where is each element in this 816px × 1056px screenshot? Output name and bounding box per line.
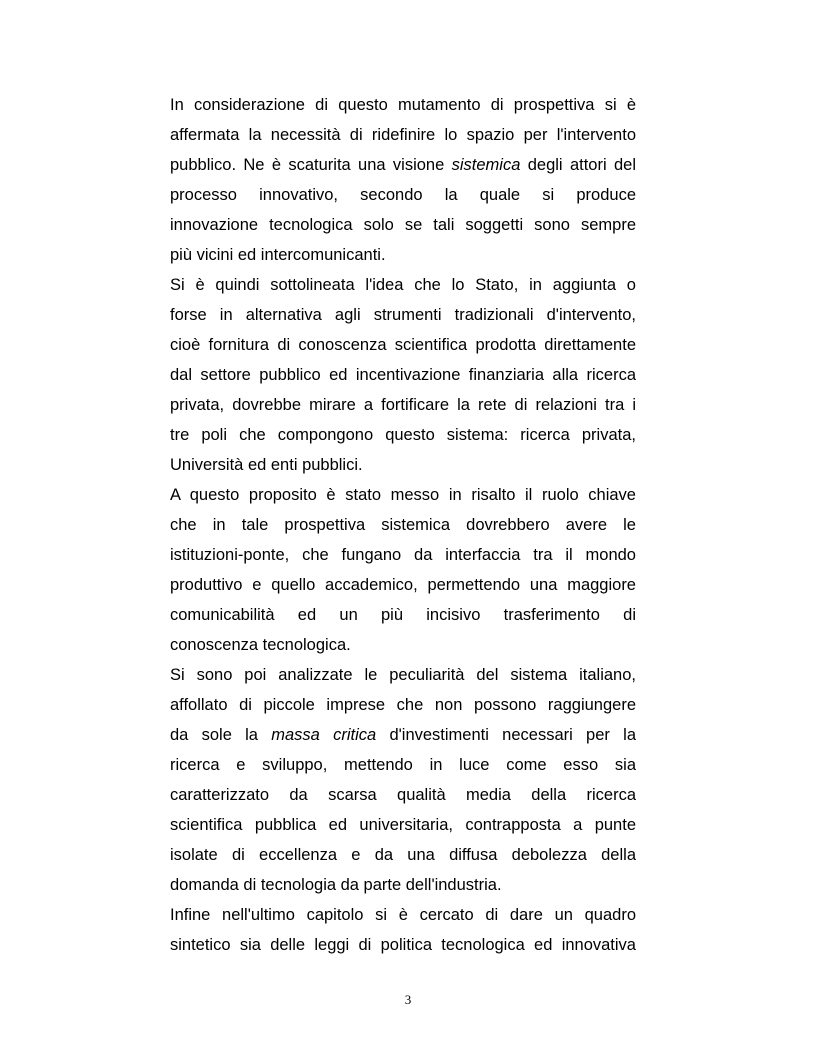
italic-text: massa critica [271,726,377,744]
text-span: pubblico. Ne è scaturita una visione [170,156,452,174]
text-line [170,930,636,960]
text-span: Infine nell'ultimo capitolo si è cercato di dare un quadro [170,906,636,924]
text-line [170,570,636,600]
text-span: cioè fornitura di conoscenza scientifica prodotta direttamente [170,336,636,354]
text-span: che in tale prospettiva sistemica dovrebbero avere le [170,516,636,534]
paragraph [170,660,636,900]
text-span: comunicabilità ed un più incisivo trasferimento di [170,606,636,624]
text-span: produttivo e quello accademico, permettendo una maggiore [170,576,636,594]
text-span: domanda di tecnologia da parte dell'industria. [170,876,502,894]
text-line [170,870,636,900]
text-span: A questo proposito è stato messo in risalto il ruolo chiave [170,486,636,504]
text-span: Si sono poi analizzate le peculiarità del sistema italiano, [170,666,636,684]
text-line [170,210,636,240]
text-line [170,270,636,300]
text-span: dal settore pubblico ed incentivazione finanziaria alla ricerca [170,366,636,384]
text-line [170,390,636,420]
text-span: sintetico sia delle leggi di politica tecnologica ed innovativa [170,936,636,954]
paragraph [170,90,636,270]
text-span: conoscenza tecnologica. [170,636,351,654]
text-line [170,840,636,870]
text-line [170,510,636,540]
text-span: d'investimenti necessari per la [376,726,636,744]
text-span: affermata la necessità di ridefinire lo spazio per l'intervento [170,126,636,144]
paragraph [170,900,636,960]
text-span: ricerca e sviluppo, mettendo in luce come esso sia [170,756,636,774]
text-line [170,330,636,360]
page-body [170,90,636,960]
text-line [170,480,636,510]
text-span: privata, dovrebbe mirare a fortificare la rete di relazioni tra i [170,396,636,414]
text-line [170,780,636,810]
text-span: processo innovativo, secondo la quale si produce [170,186,636,204]
text-span: caratterizzato da scarsa qualità media della ricerca [170,786,636,804]
text-span: istituzioni-ponte, che fungano da interfaccia tra il mondo [170,546,636,564]
text-line [170,690,636,720]
text-line [170,90,636,120]
text-span: In considerazione di questo mutamento di prospettiva si è [170,96,636,114]
text-span: da sole la [170,726,272,744]
text-span: più vicini ed intercomunicanti. [170,246,386,264]
text-line [170,750,636,780]
paragraph [170,480,636,660]
page-number: 3 [404,992,412,1007]
text-span: Si è quindi sottolineata l'idea che lo Stato, in aggiunta o [170,276,636,294]
text-line [170,180,636,210]
text-line [170,600,636,630]
text-span: forse in alternativa agli strumenti tradizionali d'intervento, [170,306,636,324]
paragraph [170,270,636,480]
text-line [170,630,636,660]
text-span: degli attori del [520,156,636,174]
text-line [170,420,636,450]
text-line [170,300,636,330]
text-line [170,720,636,750]
text-span: innovazione tecnologica solo se tali soggetti sono sempre [170,216,636,234]
text-line [170,120,636,150]
text-line [170,540,636,570]
text-span: tre poli che compongono questo sistema: ricerca privata, [170,426,636,444]
text-line [170,360,636,390]
text-span: Università ed enti pubblici. [170,456,363,474]
text-line [170,240,636,270]
italic-text: sistemica [451,156,521,174]
text-line [170,900,636,930]
text-span: isolate di eccellenza e da una diffusa debolezza della [170,846,636,864]
text-line [170,450,636,480]
text-span: affollato di piccole imprese che non possono raggiungere [170,696,636,714]
text-line [170,660,636,690]
text-line [170,150,636,180]
text-span: scientifica pubblica ed universitaria, contrapposta a punte [170,816,636,834]
text-line [170,810,636,840]
